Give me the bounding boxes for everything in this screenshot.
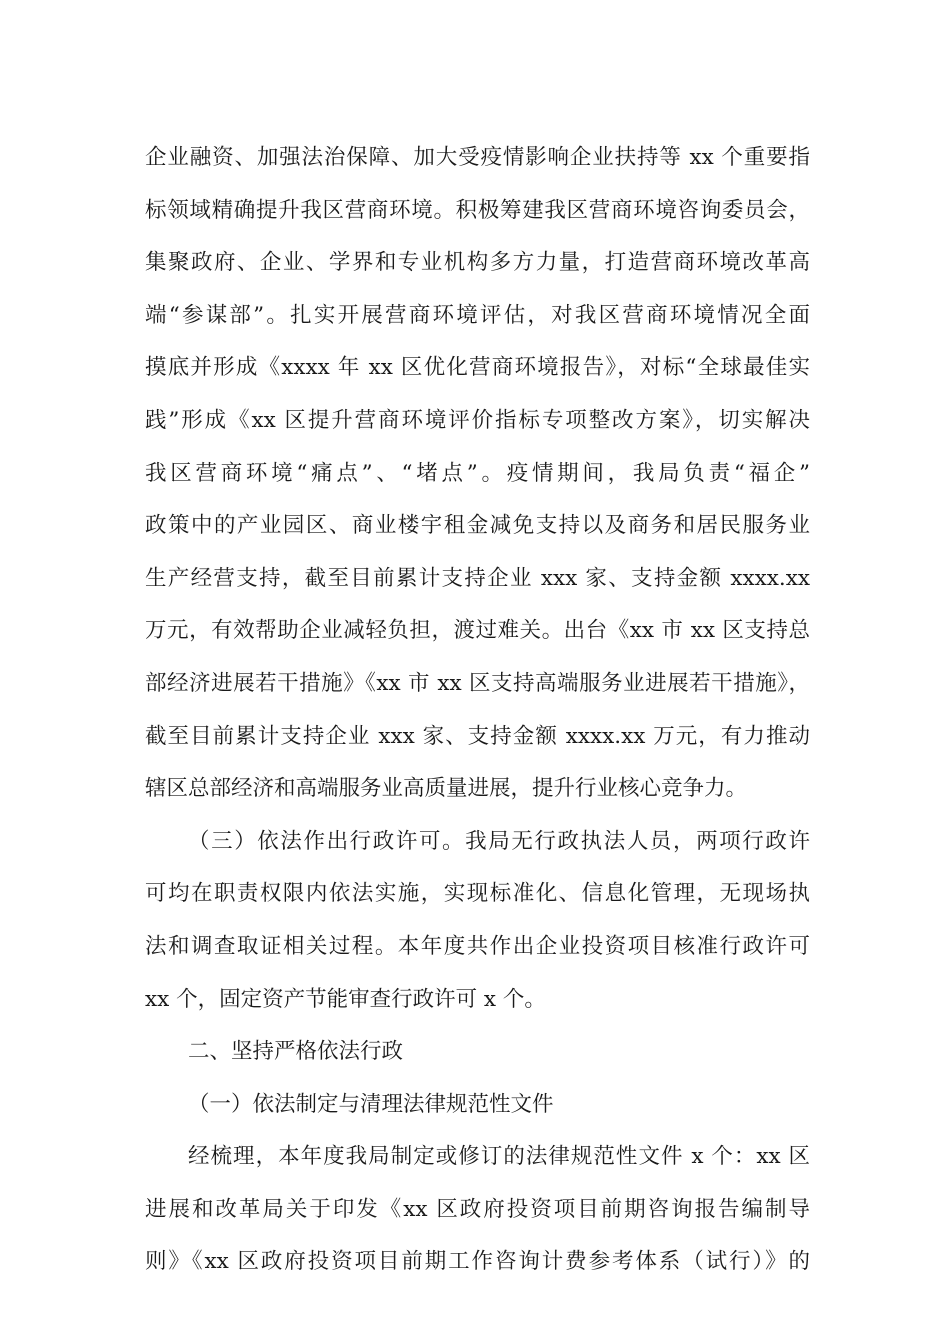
text-line: 万元，有效帮助企业减轻负担，渡过难关。出台《xx 市 xx 区支持总 [145, 618, 810, 644]
text-line: 辖区总部经济和高端服务业高质量进展，提升行业核心竞争力。 [145, 776, 748, 802]
text-line: 企业融资、加强法治保障、加大受疫情影响企业扶持等 xx 个重要指 [145, 145, 810, 170]
text-line: 摸底并形成《xxxx 年 xx 区优化营商环境报告》，对标“全球最佳实 [145, 355, 810, 381]
text-line: 政策中的产业园区、商业楼宇租金减免支持以及商务和居民服务业 [145, 513, 810, 539]
text-line: 部经济进展若干措施》《xx 市 xx 区支持高端服务业进展若干措施》， [145, 670, 810, 696]
text-line: 践”形成《xx 区提升营商环境评价指标专项整改方案》，切实解决 [145, 407, 810, 433]
section-heading: 二、坚持严格依法行政 [188, 1039, 404, 1065]
section-heading-line: （三）依法作出行政许可。我局无行政执法人员，两项行政许 [188, 828, 810, 854]
text-line: 法和调查取证相关过程。本年度共作出企业投资项目核准行政许可 [145, 933, 810, 959]
text-line: xx 个，固定资产节能审查行政许可 x 个。 [145, 986, 546, 1012]
text-line: 标领域精确提升我区营商环境。积极筹建我区营商环境咨询委员会， [145, 197, 810, 223]
text-line: 则》《xx 区政府投资项目前期工作咨询计费参考体系（试行）》的 [145, 1249, 810, 1275]
text-line: 集聚政府、企业、学界和专业机构多方力量，打造营商环境改革高 [145, 250, 810, 276]
text-line: 经梳理，本年度我局制定或修订的法律规范性文件 x 个：xx 区 [188, 1144, 810, 1170]
text-line: 我区营商环境“痛点”、“堵点”。疫情期间，我局负责“福企” [145, 460, 810, 486]
text-line: 端“参谋部”。扎实开展营商环境评估，对我区营商环境情况全面 [145, 302, 810, 328]
text-line: 进展和改革局关于印发《xx 区政府投资项目前期咨询报告编制导 [145, 1196, 810, 1222]
document-body [145, 132, 810, 1289]
text-line: 可均在职责权限内依法实施，实现标准化、信息化管理，无现场执 [145, 881, 810, 907]
text-line: 截至目前累计支持企业 xxx 家、支持金额 xxxx.xx 万元，有力推动 [145, 723, 810, 749]
subsection-heading: （一）依法制定与清理法律规范性文件 [188, 1091, 554, 1117]
text-line: 生产经营支持，截至目前累计支持企业 xxx 家、支持金额 xxxx.xx [145, 565, 810, 591]
